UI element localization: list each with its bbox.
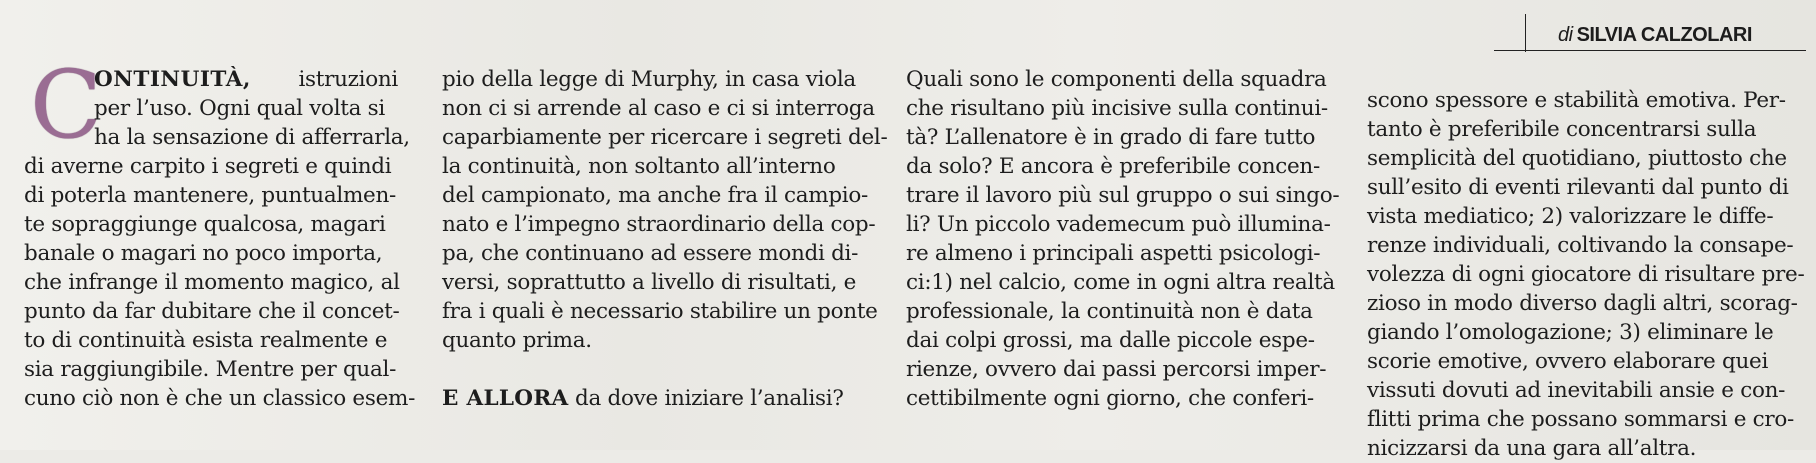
bleed-through-text (420, 14, 1320, 54)
text-line: Quali sono le componenti della squadra (906, 67, 1327, 92)
article-column-1 (24, 65, 416, 413)
text-line: trare il lavoro più sul gruppo o sui singo- (906, 183, 1340, 208)
text-line: ha la sensazione di afferrarla, (94, 125, 410, 150)
text-line: pio della legge di Murphy, in casa viola (442, 67, 856, 92)
text-line: pa, che continuano ad essere mondi di- (442, 241, 859, 266)
subhead-line (442, 384, 876, 413)
text-line: zioso in modo diverso dagli altri, scorag- (1367, 291, 1798, 316)
byline-author: SILVIA CALZOLARI (1576, 24, 1752, 46)
text-line: tanto è preferibile concentrarsi sulla (1367, 117, 1757, 142)
text-line: renze individuali, coltivando la consape- (1367, 233, 1794, 258)
text-line: dai colpi grossi, ma dalle piccole espe- (906, 328, 1315, 353)
text-line: sull’esito di eventi rilevanti dal punto di (1367, 175, 1789, 200)
text-line: nato e l’impegno straordinario della cop- (442, 212, 876, 237)
text-fragment: istruzioni (298, 67, 398, 92)
byline (1558, 24, 1752, 47)
text-line: caparbiamente per ricercare i segreti del- (442, 125, 888, 150)
text-line: per l’uso. Ogni qual volta si (94, 96, 385, 121)
article-column-3 (906, 65, 1340, 413)
text-line: ci:1) nel calcio, come in ogni altra realtà (906, 270, 1335, 295)
text-line: di poterla mantenere, puntualmen- (24, 183, 396, 208)
text-line: te sopraggiunge qualcosa, magari (24, 212, 386, 237)
byline-prefix: di (1558, 24, 1573, 46)
lead-word: ONTINUITÀ, (94, 67, 251, 92)
article-column-2 (442, 65, 888, 413)
text-line: banale o magari no poco importa, (24, 241, 383, 266)
text-line: scono spessore e stabilità emotiva. Per- (1367, 88, 1786, 113)
text-line: di averne carpito i segreti e quindi (24, 154, 392, 179)
text-line: vissuti dovuti ad inevitabili ansie e con- (1367, 378, 1786, 403)
text-line: del campionato, ma anche fra il campio- (442, 183, 868, 208)
text-line: cuno ciò non è che un classico esem- (24, 386, 416, 411)
article-column-4 (1367, 86, 1805, 463)
drop-cap: C (30, 51, 102, 160)
text-line: la continuità, non soltanto all’interno (442, 154, 836, 179)
text-line: flitti prima che possano sommarsi e cro- (1367, 407, 1794, 432)
text-line: tà? L’allenatore è in grado di fare tutto (906, 125, 1316, 150)
text-line: scorie emotive, ovvero elaborare quei (1367, 349, 1769, 374)
subhead: E ALLORA (442, 386, 569, 411)
text-line: nicizzarsi da una gara all’altra. (1367, 436, 1697, 461)
text-line: non ci si arrende al caso e ci si interroga (442, 96, 875, 121)
text-line: cettibilmente ogni giorno, che conferi- (906, 386, 1314, 411)
text-line: giando l’omologazione; 3) eliminare le (1367, 320, 1774, 345)
text-line: che risultano più incisive sulla continui- (906, 96, 1328, 121)
text-line: quanto prima. (442, 328, 592, 353)
text-line: to di continuità esista realmente e (24, 328, 388, 353)
byline-divider (1525, 14, 1526, 52)
text-line: fra i quali è necessario stabilire un ponte (442, 299, 878, 324)
text-line: re almeno i principali aspetti psicologi- (906, 241, 1321, 266)
text-line: punto da far dubitare che il concet- (24, 299, 400, 324)
text-line: volezza di ogni giocatore di risultare pre- (1367, 262, 1805, 287)
text-line: semplicità del quotidiano, piuttosto che (1367, 146, 1787, 171)
text-line (24, 65, 398, 94)
text-line: da solo? E ancora è preferibile concen- (906, 154, 1320, 179)
text-line: vista mediatico; 2) valorizzare le diffe- (1367, 204, 1774, 229)
byline-rule (1494, 50, 1806, 51)
subhead-rest: da dove iniziare l’analisi? (575, 386, 844, 411)
text-line: sia raggiungibile. Mentre per qual- (24, 357, 397, 382)
text-line: rienze, ovvero dai passi percorsi imper- (906, 357, 1327, 382)
text-line: che infrange il momento magico, al (24, 270, 400, 295)
text-line: versi, soprattutto a livello di risultati, e (442, 270, 857, 295)
text-line: professionale, la continuità non è data (906, 299, 1313, 324)
text-line: li? Un piccolo vademecum può illumina- (906, 212, 1331, 237)
paragraph-gap (442, 355, 876, 384)
